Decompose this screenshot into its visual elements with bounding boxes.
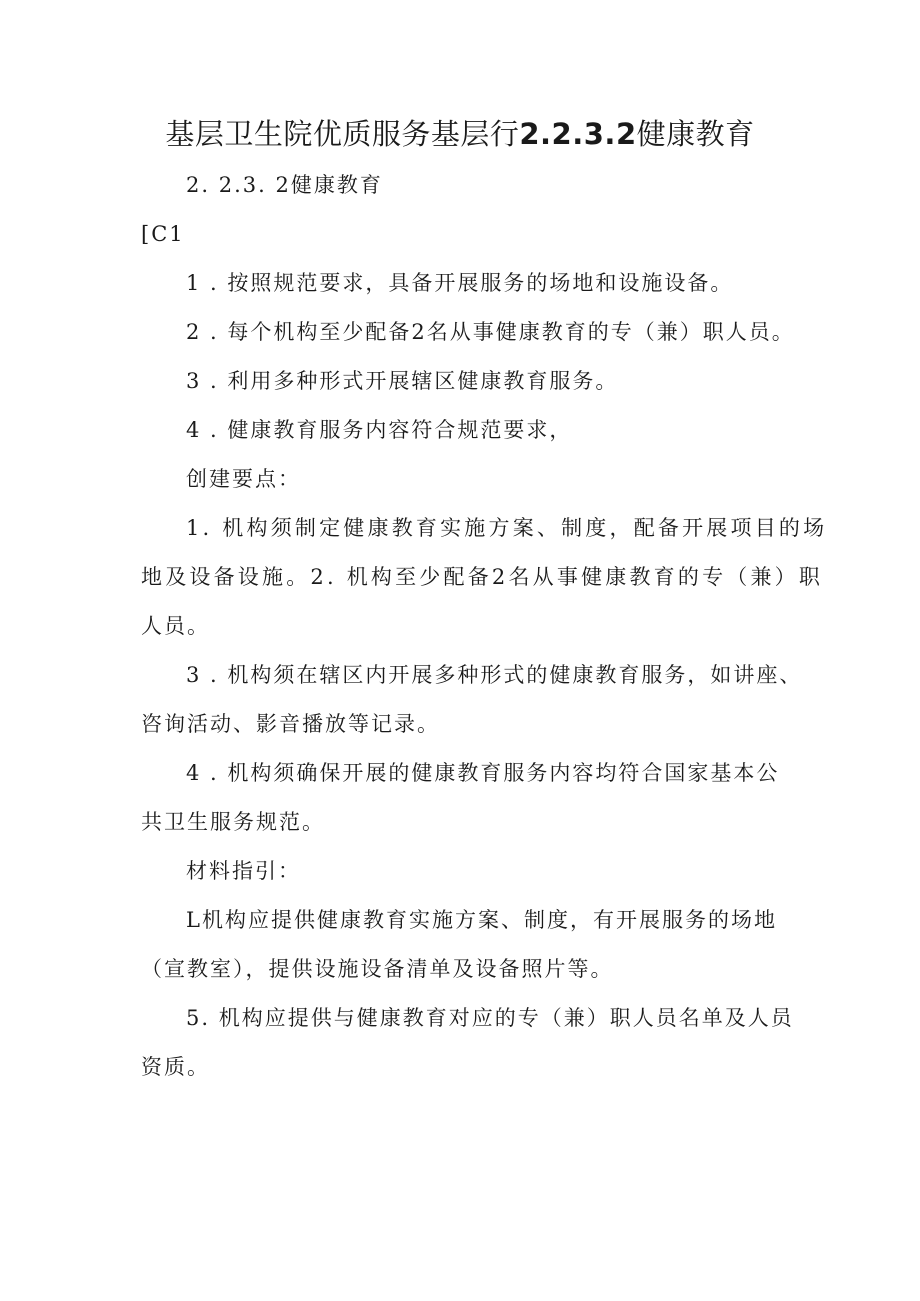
- material-line: L机构应提供健康教育实施方案、制度，有开展服务的场地: [186, 908, 777, 932]
- key-point-line: 咨询活动、影音播放等记录。: [141, 712, 440, 736]
- section-heading: 2. 2.3. 2健康教育: [186, 173, 383, 197]
- materials-heading: 材料指引：: [186, 859, 301, 883]
- requirement-item: 1 . 按照规范要求，具备开展服务的场地和设施设备。: [186, 271, 734, 295]
- material-line: 资质。: [141, 1055, 210, 1079]
- key-point-line: 1. 机构须制定健康教育实施方案、制度，配备开展项目的场: [186, 516, 828, 540]
- key-point-line: 地及设备设施。2. 机构至少配备2名从事健康教育的专（兼）职: [141, 565, 824, 589]
- key-point-line: 4 . 机构须确保开展的健康教育服务内容均符合国家基本公: [186, 761, 780, 785]
- level-mark: [C1: [141, 222, 185, 246]
- title-number: 2.2.3.2: [519, 117, 637, 151]
- key-point-line: 人员。: [141, 614, 210, 638]
- material-line: （宣教室），提供设施设备清单及设备照片等。: [141, 957, 614, 981]
- requirement-item: 4 . 健康教育服务内容符合规范要求，: [186, 418, 573, 442]
- requirement-item: 2 . 每个机构至少配备2名从事健康教育的专（兼）职人员。: [186, 320, 795, 344]
- key-points-heading: 创建要点：: [186, 467, 301, 491]
- title-suffix: 健康教育: [636, 117, 755, 151]
- requirement-item: 3 . 利用多种形式开展辖区健康教育服务。: [186, 369, 619, 393]
- document-title: [0, 112, 920, 156]
- material-line: 5. 机构应提供与健康教育对应的专（兼）职人员名单及人员: [186, 1006, 794, 1030]
- title-prefix: 基层卫生院优质服务基层行: [165, 117, 520, 151]
- key-point-line: 3 . 机构须在辖区内开展多种形式的健康教育服务，如讲座、: [186, 663, 803, 687]
- key-point-line: 共卫生服务规范。: [141, 810, 325, 834]
